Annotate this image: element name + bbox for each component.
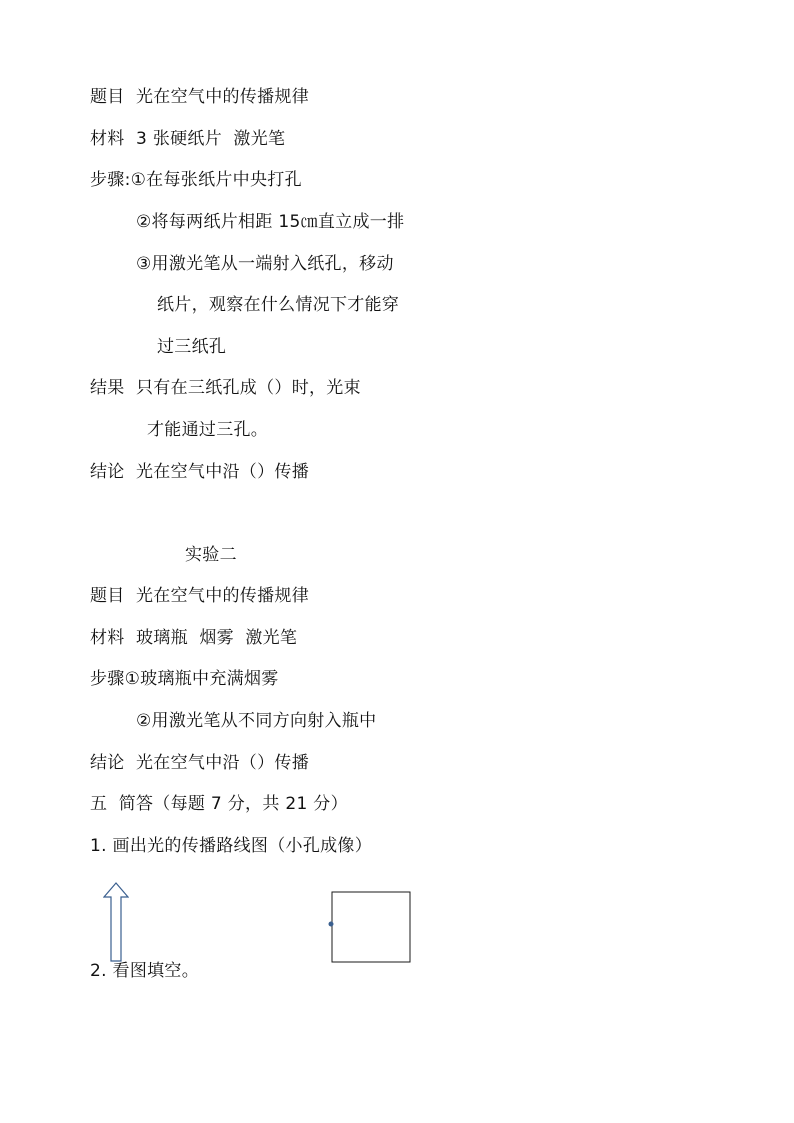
box-rectangle <box>332 892 410 962</box>
exp2-materials: 材料 玻璃瓶 烟雾 激光笔 <box>90 628 298 648</box>
exp2-conclusion: 结论 光在空气中沿（）传播 <box>90 753 310 773</box>
arrow-shape <box>104 883 128 961</box>
exp2-heading: 实验二 <box>185 545 237 565</box>
exp1-topic: 题目 光在空气中的传播规律 <box>90 87 310 107</box>
exp1-result-line-2: 才能通过三孔。 <box>147 420 269 440</box>
pinhole-dot <box>329 922 334 927</box>
exp2-step-2: ②用激光笔从不同方向射入瓶中 <box>136 711 377 731</box>
exp1-step-3-line-3: 过三纸孔 <box>157 337 227 357</box>
upward-arrow-figure <box>103 882 129 962</box>
exp2-step-1: 步骤①玻璃瓶中充满烟雾 <box>90 669 279 689</box>
exp1-step-2: ②将每两纸片相距 15㎝直立成一排 <box>136 212 405 232</box>
exp1-materials: 材料 3 张硬纸片 激光笔 <box>90 129 286 149</box>
exp2-topic: 题目 光在空气中的传播规律 <box>90 586 310 606</box>
exp1-result-line-1: 结果 只有在三纸孔成（）时，光束 <box>90 378 361 398</box>
section-5-heading: 五 简答（每题 7 分，共 21 分） <box>90 794 348 814</box>
exp1-conclusion: 结论 光在空气中沿（）传播 <box>90 462 310 482</box>
question-2: 2. 看图填空。 <box>90 961 200 981</box>
exp1-step-1: 步骤:①在每张纸片中央打孔 <box>90 170 302 190</box>
exp1-step-3-line-2: 纸片，观察在什么情况下才能穿 <box>157 295 400 315</box>
pinhole-box-figure <box>326 891 416 965</box>
question-1: 1. 画出光的传播路线图（小孔成像） <box>90 836 373 856</box>
exp1-step-3-line-1: ③用激光笔从一端射入纸孔，移动 <box>136 254 394 274</box>
